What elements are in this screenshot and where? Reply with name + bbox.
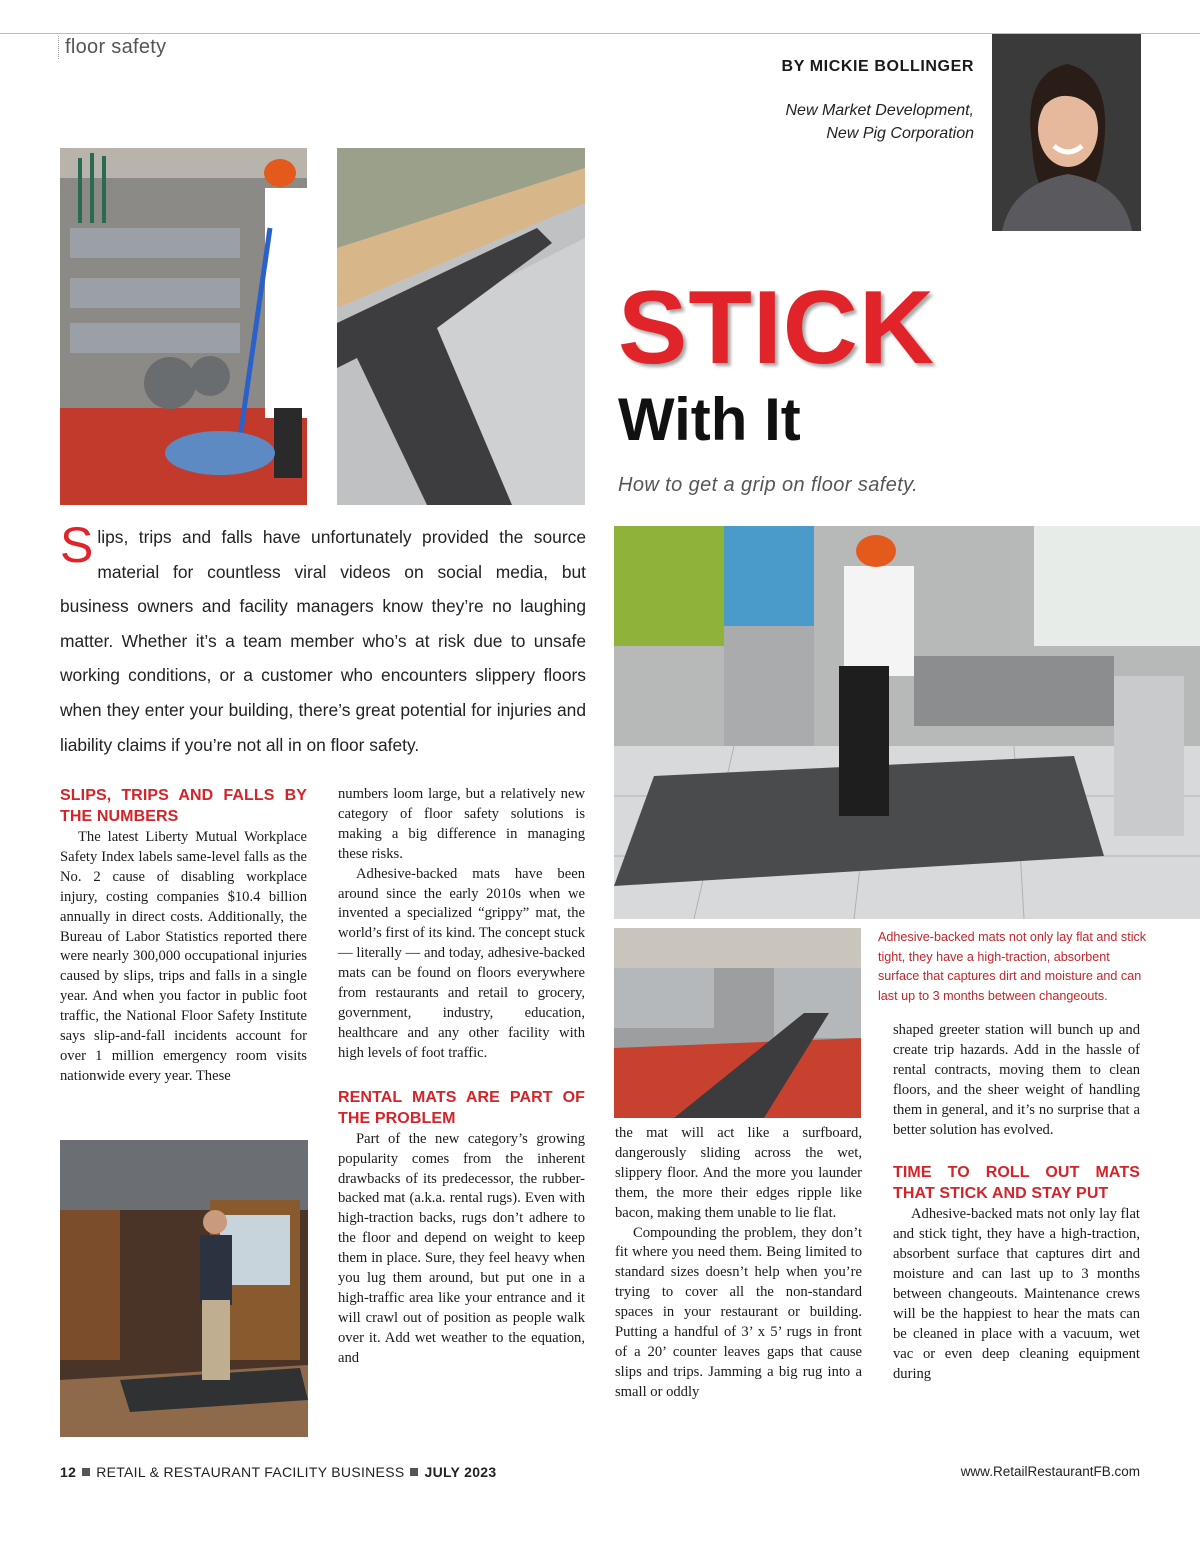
column-4 [893,1021,1140,1385]
photo-kitchen-mat [614,928,861,1118]
column-2 [338,785,585,1369]
footer-square-icon [82,1468,90,1476]
col2-paragraph-3: Part of the new category’s growing popularity comes from the inherent drawbacks of its predecessor, the rubber-backed mat (a.k.a. rental rugs). Even with high-traction backs, rugs don’t adhere to the floor and depend on weight to keep them in place. Sure, they feel heavy when you lug them around, but put one in a high-traffic area like your entrance and it will crawl out of position as people walk over it. Add wet weather to the equation, and [338,1130,585,1366]
col3-paragraph-2: Compounding the problem, they don’t fit where you need them. Being limited to standard sizes doesn’t help when you’re trying to cover all the non-standard spaces in your restaurant or building. Putting a handful of 3’ x 5’ rugs in front of a 20’ counter leaves gaps that cause slips and trips. Jamming a big rug into a small or oddly [615,1224,862,1400]
photo-chef-mopping [60,148,307,505]
col1-paragraph-1: The latest Liberty Mutual Workplace Safety Index labels same-level falls as the No. 2 cause of disabling workplace injury, costing companies $10.4 billion annually in direct costs. Additionally, the Bureau of Labor Statistics reported there were nearly 300,000 occupational injuries caused by slips, trips and falls in a single year. And when you factor in public foot traffic, the National Floor Safety Institute says slip-and-fall incidents account for over 1 million emergency room visits nationwide every year. These [60,829,307,1084]
footer-url: www.RetailRestaurantFB.com [960,1464,1140,1479]
photo-chef-grill [614,526,1200,919]
subhead-slips-trips-falls: SLIPS, TRIPS AND FALLS BY THE NUMBERS [60,787,307,825]
col2-paragraph-2: Adhesive-backed mats have been around since the early 2010s when we invented a specialized “grippy” mat, the world’s first of its kind. The concept stuck — literally — and today, adhesive-backed mats can be found on floors everywhere from restaurants and retail to grocery, government, industry, education, healthcare and any other facility with high levels of foot traffic. [338,865,585,1061]
photo-entrance-mat [60,1140,308,1437]
author-title-line-1: New Market Development, [785,102,974,119]
intro-text: lips, trips and falls have unfortunately provided the source material for countless viral videos on social media, but business owners and facility managers know they’re no laughing matter. Whether it’s a team member who’s at risk due to unsafe working conditions, or a customer who encounters slippery floors when they enter your building, there’s great potential for injuries and liability claims if you’re not all in on floor safety. [60,527,586,755]
author-title-line-2: New Pig Corporation [826,125,974,142]
footer-left [60,1464,496,1480]
byline: BY MICKIE BOLLINGER [781,58,974,75]
deck: How to get a grip on floor safety. [618,474,919,496]
section-tag: floor safety [58,36,166,59]
photo-grocery-mat [337,148,585,505]
author-photo [992,34,1141,231]
intro-paragraph [60,517,586,762]
issue-date: JULY 2023 [424,1464,497,1480]
headline-title: STICK [618,270,935,386]
publication-name: RETAIL & RESTAURANT FACILITY BUSINESS [96,1464,405,1480]
footer-square-icon [410,1468,418,1476]
col2-paragraph-1: numbers loom large, but a relatively new category of floor safety solutions is making a big difference in managing these risks. [338,786,585,862]
column-3 [615,1124,862,1403]
subhead-roll-out-mats: TIME TO ROLL OUT MATS THAT STICK AND STAY PUT [893,1164,1140,1203]
col4-paragraph-2: Adhesive-backed mats not only lay flat and stick tight, they have a high-traction, absorbent surface that captures dirt and moisture and can last up to 3 months between changeouts. Maintenance crews will be the happiest to hear the mats can be cleaned in place with a vacuum, wet vac or even deep cleaning equipment during [893,1206,1140,1382]
column-1 [60,785,307,1087]
page-number: 12 [60,1464,77,1480]
author-title [714,99,974,145]
col3-paragraph-1: the mat will act like a surfboard, dangerously sliding across the wet, slippery floor. And the more you launder them, the more their edges ripple like bacon, making them unable to lie flat. [615,1125,862,1221]
subhead-rental-mats: RENTAL MATS ARE PART OF THE PROBLEM [338,1088,585,1127]
photo-caption: Adhesive-backed mats not only lay flat and stick tight, they have a high-traction, absorbent surface that captures dirt and moisture and can last up to 3 months between changeouts. [878,930,1147,1003]
headline-subtitle: With It [618,386,801,453]
drop-cap: S [60,517,94,573]
col4-paragraph-1: shaped greeter station will bunch up and create trip hazards. Add in the hassle of rental contracts, moving them to clean floors, and the sheer weight of handling them in general, and it’s no surprise that a better solution has evolved. [893,1022,1140,1138]
